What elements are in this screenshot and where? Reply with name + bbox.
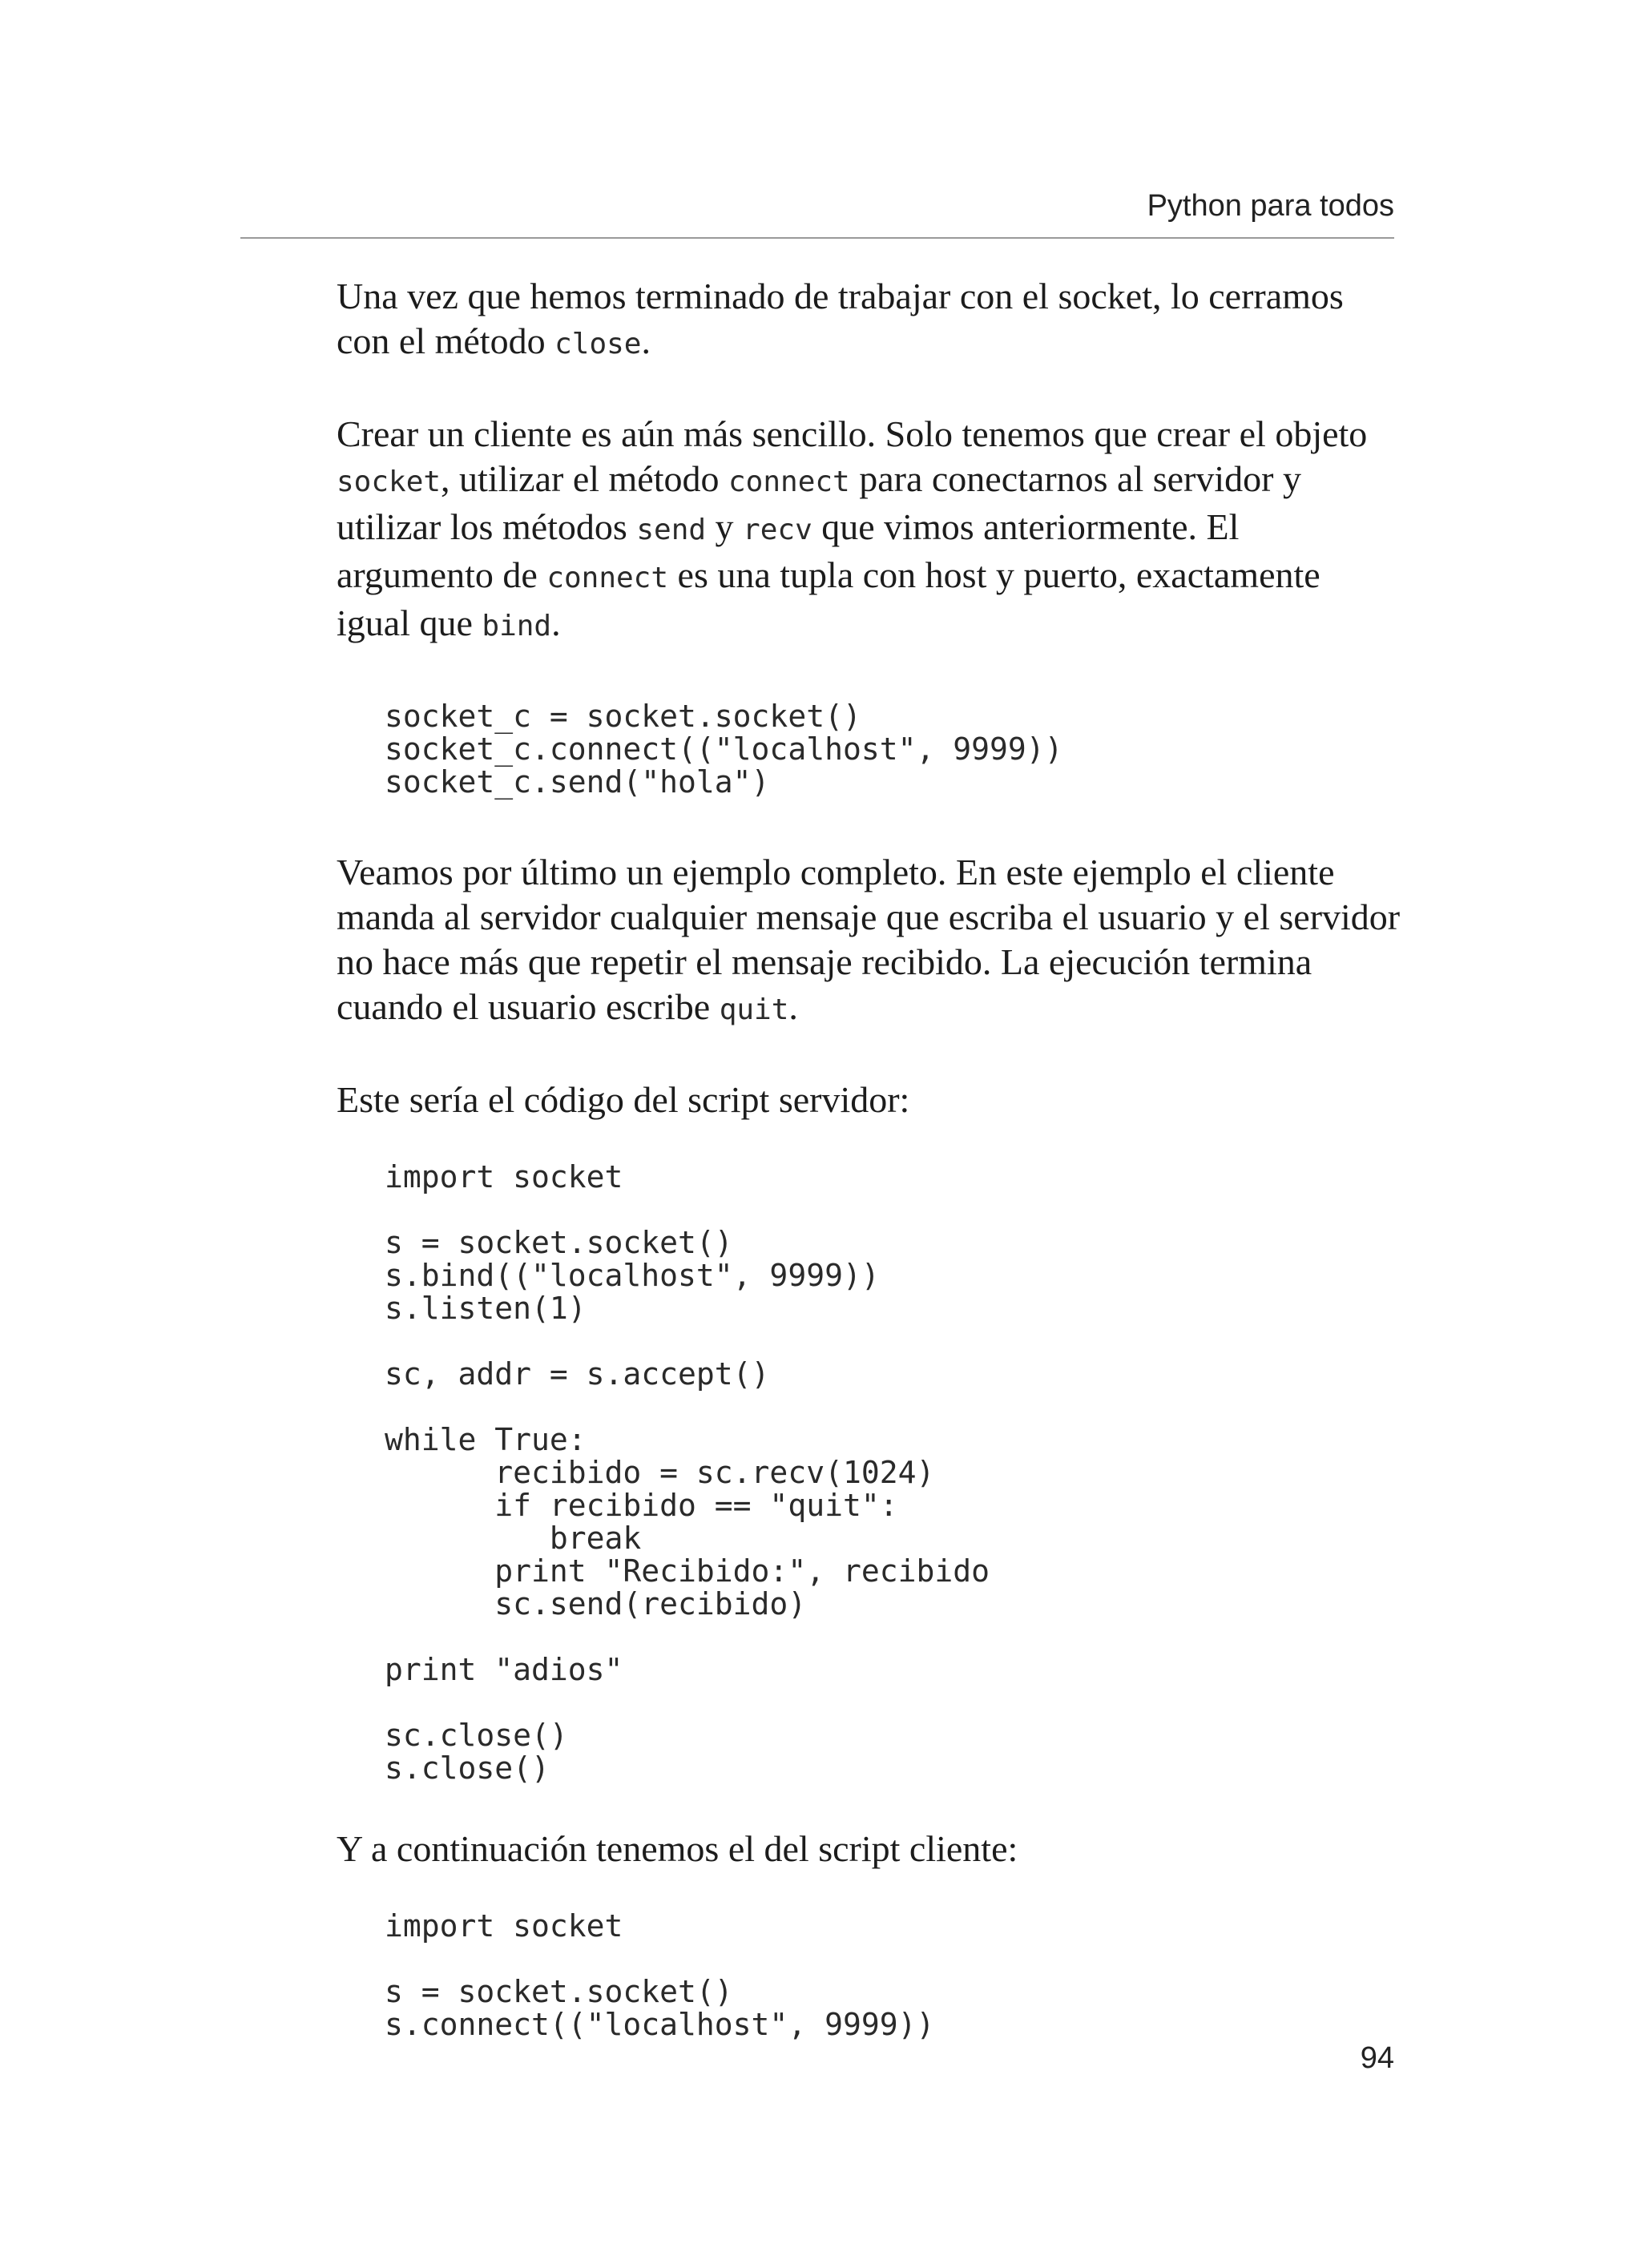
code-line: s.listen(1) <box>385 1291 587 1326</box>
code-line: if recibido == "quit": <box>385 1488 898 1523</box>
code-block-client <box>337 1910 1402 2041</box>
text: que vimos anteriormente. El argumento de <box>337 506 1240 595</box>
inline-code: close <box>554 328 642 361</box>
inline-code: connect <box>546 562 669 594</box>
code-line: socket_c.connect(("localhost", 9999)) <box>385 731 1063 767</box>
code-line: s = socket.socket() <box>385 1974 733 2009</box>
text: . <box>641 320 651 361</box>
inline-code: connect <box>728 465 850 498</box>
paragraph-complete-example <box>337 850 1402 1033</box>
text: Una vez que hemos terminado de trabajar con el socket, lo cerramos con el método <box>337 276 1344 361</box>
text: . <box>551 602 561 643</box>
inline-code: quit <box>719 993 789 1026</box>
paragraph-server-intro: Este sería el código del script servidor: <box>337 1079 910 1120</box>
page-body <box>337 274 1402 2041</box>
text: y <box>706 506 744 547</box>
running-title: Python para todos <box>1147 189 1394 223</box>
page-number: 94 <box>1360 2041 1394 2075</box>
code-line: print "adios" <box>385 1652 623 1687</box>
code-line: sc.send(recibido) <box>385 1586 807 1621</box>
code-line: s = socket.socket() <box>385 1225 733 1260</box>
code-block-server <box>337 1161 1402 1785</box>
code-line: import socket <box>385 1159 623 1194</box>
code-line: sc.close() <box>385 1718 568 1753</box>
code-line: recibido = sc.recv(1024) <box>385 1455 935 1490</box>
inline-code: send <box>636 514 707 546</box>
code-line: socket_c = socket.socket() <box>385 699 861 734</box>
text: . <box>788 986 798 1027</box>
inline-code: bind <box>482 610 552 643</box>
text: , utilizar el método <box>441 458 728 499</box>
inline-code: recv <box>743 514 812 546</box>
text: Crear un cliente es aún más sencillo. Solo tenemos que crear el objeto <box>337 413 1368 454</box>
code-line: import socket <box>385 1908 623 1944</box>
code-line: print "Recibido:", recibido <box>385 1553 990 1589</box>
code-line: s.close() <box>385 1750 550 1786</box>
code-block-client-snippet <box>337 700 1402 799</box>
code-line: s.bind(("localhost", 9999)) <box>385 1258 880 1293</box>
code-line: sc, addr = s.accept() <box>385 1356 770 1392</box>
inline-code: socket <box>337 465 441 498</box>
text: para conectarnos al servidor y utilizar los métodos <box>337 458 1301 547</box>
paragraph-close-socket <box>337 274 1402 367</box>
code-line: socket_c.send("hola") <box>385 764 770 800</box>
text: es una tupla con host y puerto, exactamente igual que <box>337 554 1320 643</box>
paragraph-client-intro: Y a continuación tenemos el del script cliente: <box>337 1828 1018 1869</box>
code-line: break <box>385 1521 642 1556</box>
paragraph-create-client <box>337 412 1402 649</box>
code-line: s.connect(("localhost", 9999)) <box>385 2007 935 2042</box>
text: Veamos por último un ejemplo completo. En este ejemplo el cliente manda al servidor cualquier mensaje que escriba el usuario y el servidor no hace más que repetir el mensaje recibido. La ejecución termina cuando el usuario escribe <box>337 852 1401 1027</box>
code-line: while True: <box>385 1422 587 1457</box>
running-header <box>240 181 1394 239</box>
